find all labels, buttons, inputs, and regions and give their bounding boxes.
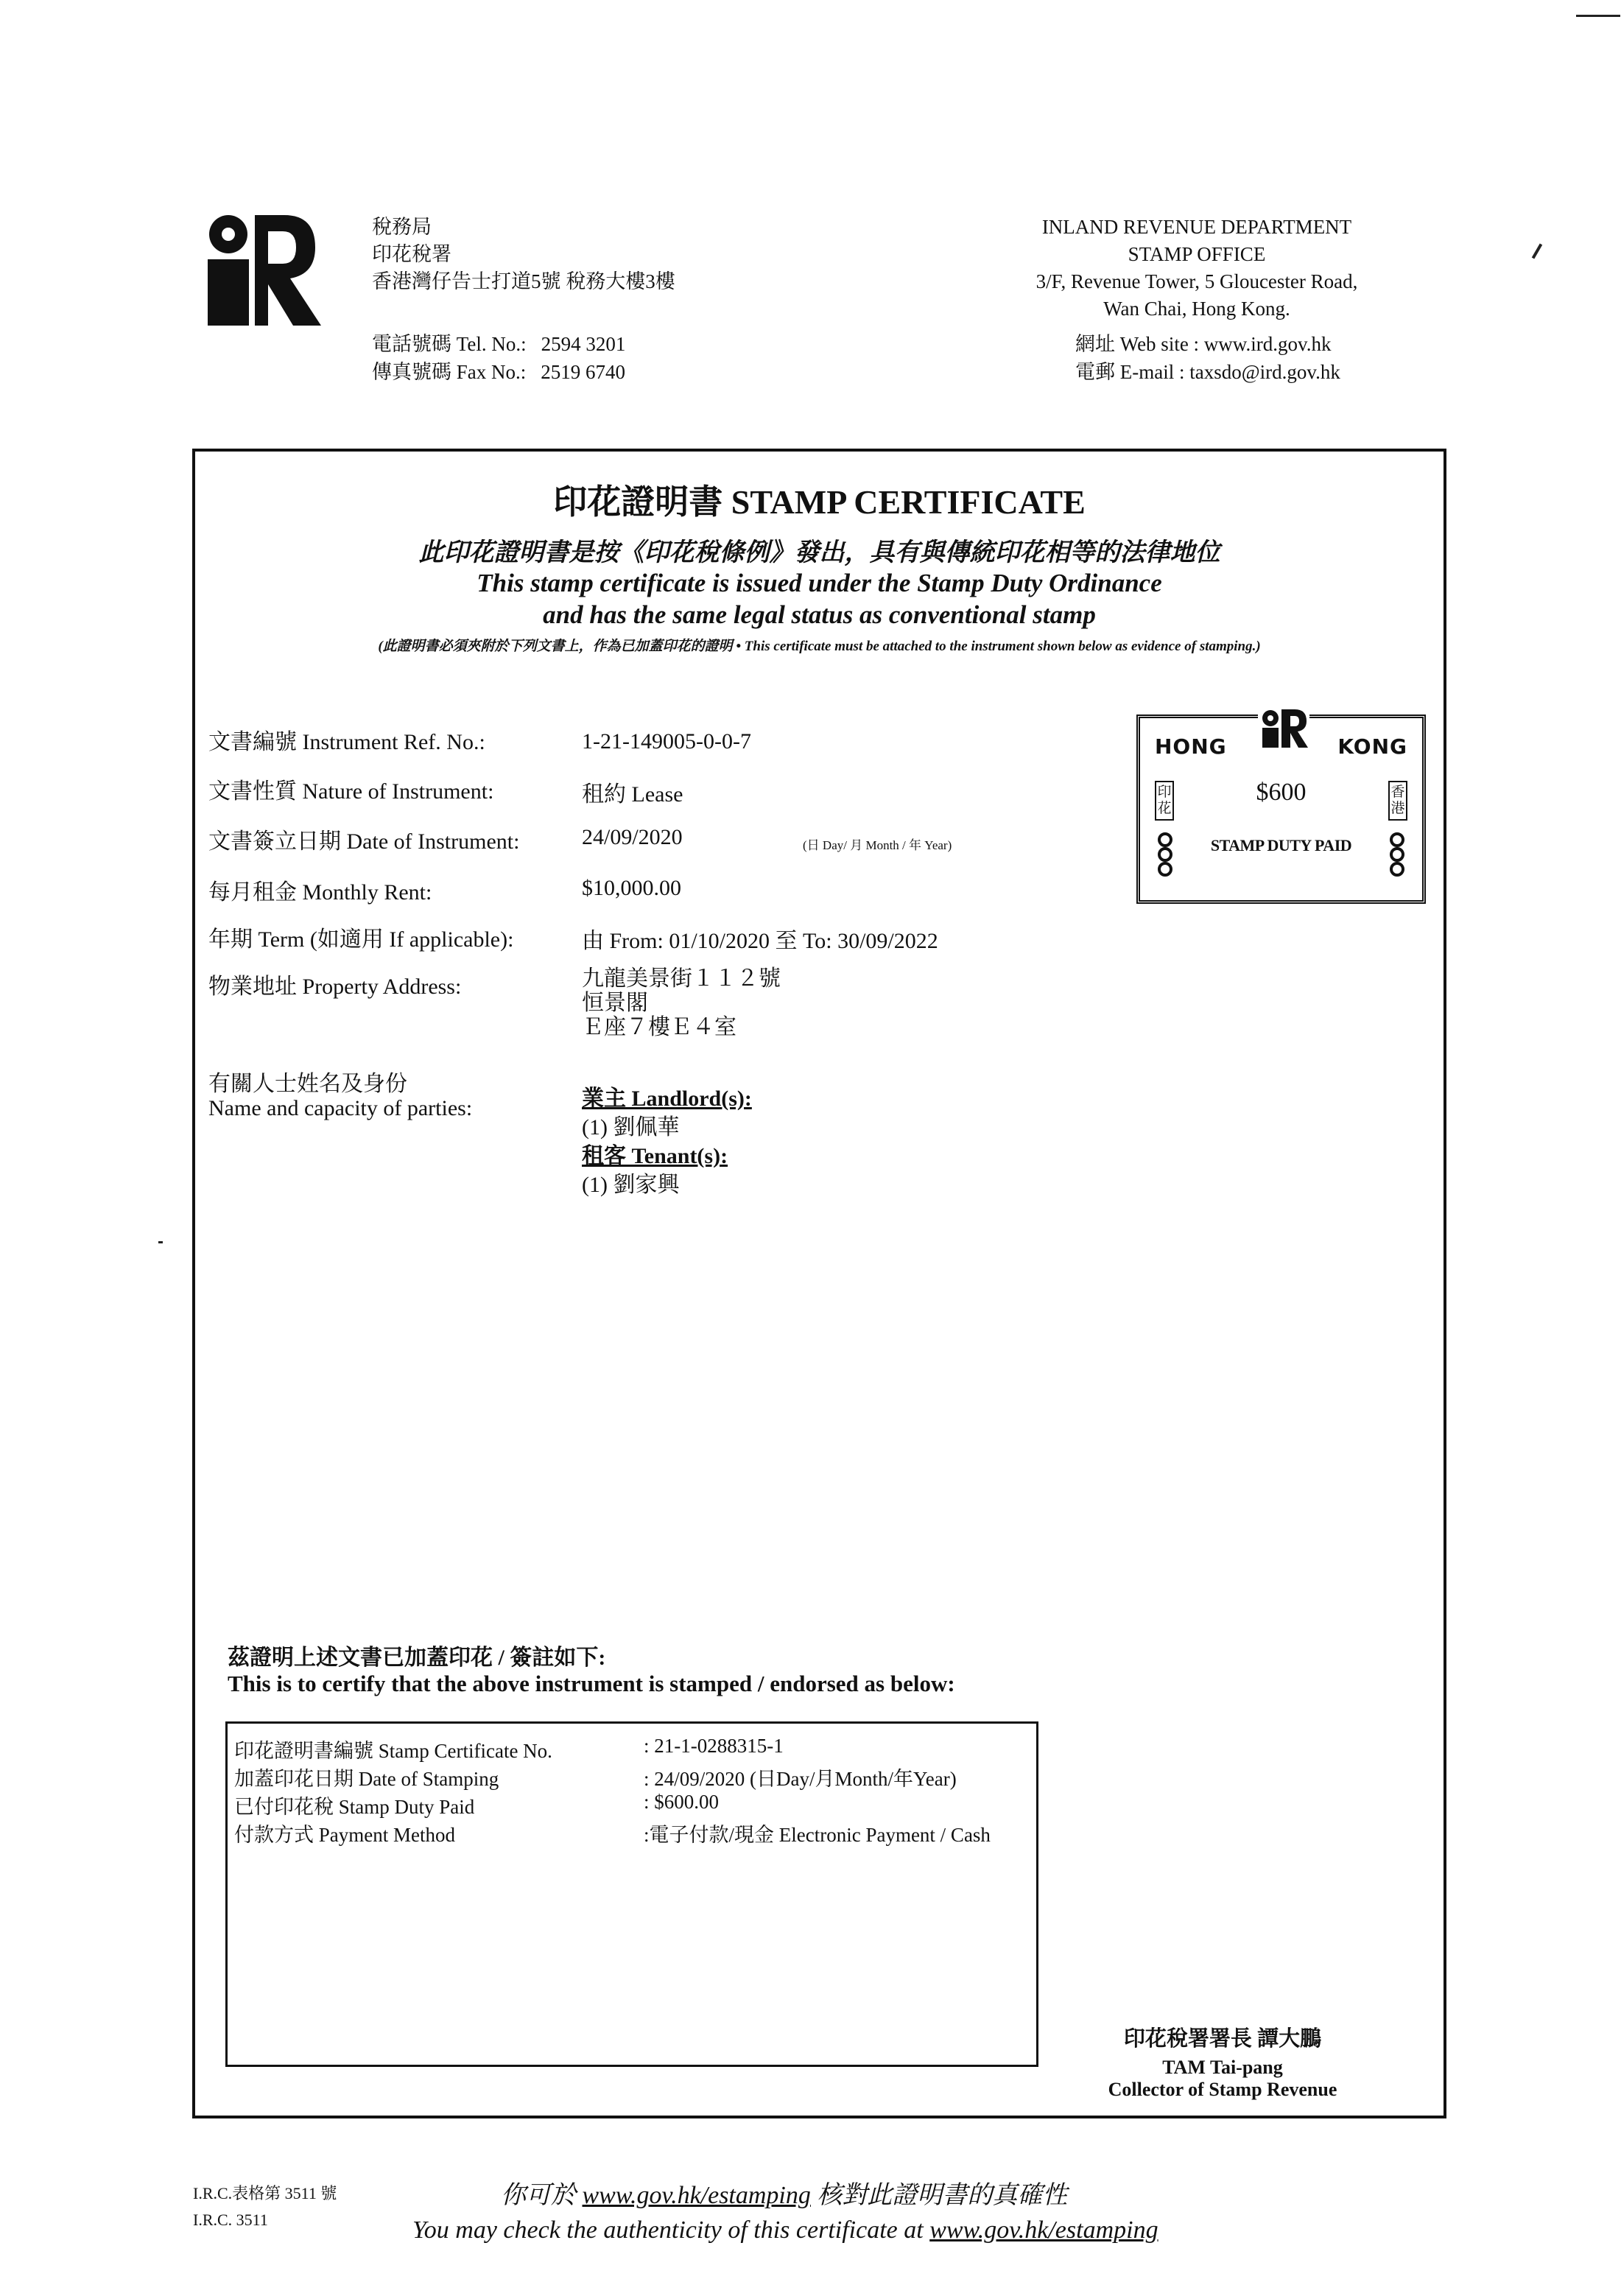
email-label: 電郵 E-mail : bbox=[1075, 361, 1185, 383]
date-format-note: (日 Day/ 月 Month / 年 Year) bbox=[803, 838, 952, 852]
certify-statement-zh: 茲證明上述文書已加蓋印花 / 簽註如下: bbox=[228, 1646, 606, 1670]
duty-paid-value: : $600.00 bbox=[644, 1791, 720, 1813]
parties-list bbox=[582, 1084, 752, 1199]
collector-title: Collector of Stamp Revenue bbox=[1108, 2079, 1337, 2100]
parties-label-zh: 有關人士姓名及身份 bbox=[208, 1072, 407, 1096]
address-en-line-3: 3/F, Revenue Tower, 5 Gloucester Road, bbox=[1035, 270, 1358, 292]
scan-mark bbox=[158, 1241, 163, 1243]
address-zh-line-3: 香港灣仔告士打道5號 稅務大樓3樓 bbox=[372, 270, 675, 292]
rent-value: $10,000.00 bbox=[582, 876, 681, 900]
payment-method-label: 付款方式 Payment Method bbox=[234, 1824, 455, 1846]
form-number-en: I.R.C. 3511 bbox=[193, 2211, 268, 2229]
certify-statement-en: This is to certify that the above instrument is stamped / endorsed as below: bbox=[228, 1671, 955, 1696]
certificate-title: 印花證明書 STAMP CERTIFICATE bbox=[553, 483, 1086, 521]
stamp-left-side-label: 印花 bbox=[1155, 781, 1174, 821]
ird-logo bbox=[197, 214, 323, 328]
term-label: 年期 Term (如適用 If applicable): bbox=[208, 927, 514, 952]
web-value[interactable]: www.ird.gov.hk bbox=[1203, 333, 1332, 355]
address-en-line-1: INLAND REVENUE DEPARTMENT bbox=[1041, 216, 1352, 238]
property-address-line-2: 恒景閣 bbox=[582, 991, 648, 1015]
stamp-kong-text: KONG bbox=[1337, 734, 1407, 759]
parties-label bbox=[208, 1072, 472, 1120]
office-address-en bbox=[957, 214, 1436, 323]
tenant-heading: 租客 Tenant(s): bbox=[582, 1144, 728, 1168]
form-number bbox=[193, 2180, 337, 2233]
cert-no-value: : 21-1-0288315-1 bbox=[644, 1735, 784, 1757]
stamping-date-label: 加蓋印花日期 Date of Stamping bbox=[234, 1768, 499, 1790]
fax-label: 傳真號碼 Fax No.: bbox=[372, 361, 527, 383]
collector-signature bbox=[1075, 2022, 1370, 2101]
footer-zh-suffix: 核對此證明書的真確性 bbox=[810, 2182, 1068, 2209]
rent-label: 每月租金 Monthly Rent: bbox=[208, 880, 432, 905]
web-label: 網址 Web site : bbox=[1075, 333, 1200, 355]
landlord-item: (1) 劉佩華 bbox=[582, 1115, 680, 1140]
property-address-line-1: 九龍美景街１１２號 bbox=[582, 966, 781, 991]
address-en-line-4: Wan Chai, Hong Kong. bbox=[1103, 298, 1290, 320]
property-address bbox=[582, 966, 781, 1039]
footer-zh-link[interactable]: www.gov.hk/estamping bbox=[582, 2182, 811, 2209]
address-en-line-2: STAMP OFFICE bbox=[1128, 243, 1266, 265]
stamp-left-ornament-icon bbox=[1156, 832, 1174, 878]
parties-label-en: Name and capacity of parties: bbox=[208, 1096, 473, 1120]
tel-value: 2594 3201 bbox=[541, 333, 626, 355]
legal-statement-zh: 此印花證明書是按《印花稅條例》發出，具有與傳統印花相等的法律地位 bbox=[418, 539, 1220, 566]
legal-statement-en-line-1: This stamp certificate is issued under the Stamp Duty Ordinance bbox=[477, 569, 1162, 597]
tenant-item: (1) 劉家興 bbox=[582, 1173, 680, 1197]
fax-value: 2519 6740 bbox=[541, 361, 625, 383]
scan-mark bbox=[1576, 15, 1620, 17]
cert-no-label: 印花證明書編號 Stamp Certificate No. bbox=[234, 1740, 552, 1762]
stamp-paid-text: STAMP DUTY PAID bbox=[1210, 836, 1352, 854]
date-label: 文書簽立日期 Date of Instrument: bbox=[208, 829, 520, 854]
landlord-heading: 業主 Landlord(s): bbox=[582, 1086, 752, 1111]
address-label: 物業地址 Property Address: bbox=[208, 975, 462, 999]
address-zh-line-2: 印花稅署 bbox=[372, 243, 451, 265]
legal-statement-en-line-2: and has the same legal status as conventional stamp bbox=[543, 600, 1096, 629]
stamp-right-side-label: 香港 bbox=[1388, 781, 1407, 821]
stamping-date-value: : 24/09/2020 (日Day/月Month/年Year) bbox=[644, 1768, 957, 1790]
ref-label: 文書編號 Instrument Ref. No.: bbox=[208, 730, 485, 754]
nature-label: 文書性質 Nature of Instrument: bbox=[208, 779, 494, 804]
stamp-ir-logo bbox=[1258, 708, 1309, 749]
nature-value: 租約 Lease bbox=[582, 782, 683, 807]
payment-method-value: :電子付款/現金 Electronic Payment / Cash bbox=[644, 1824, 991, 1846]
email-value[interactable]: taxsdo@ird.gov.hk bbox=[1189, 361, 1340, 383]
web-email-block bbox=[1075, 330, 1340, 386]
footer-zh-prefix: 你可於 bbox=[501, 2182, 583, 2209]
term-value: 由 From: 01/10/2020 至 To: 30/09/2022 bbox=[582, 929, 938, 953]
verification-footer bbox=[412, 2174, 1223, 2244]
collector-name: TAM Tai-pang bbox=[1162, 2057, 1283, 2078]
stamp-right-ornament-icon bbox=[1388, 832, 1406, 878]
legal-statement-en bbox=[192, 567, 1446, 631]
duty-paid-label: 已付印花稅 Stamp Duty Paid bbox=[234, 1796, 475, 1818]
footer-en-link[interactable]: www.gov.hk/estamping bbox=[929, 2216, 1158, 2244]
footer-en-prefix: You may check the authenticity of this certificate at bbox=[412, 2216, 930, 2244]
office-address-zh bbox=[372, 214, 675, 295]
address-zh-line-1: 稅務局 bbox=[372, 216, 432, 238]
scan-mark bbox=[1532, 243, 1542, 259]
tel-label: 電話號碼 Tel. No.: bbox=[372, 333, 527, 355]
attachment-note: (此證明書必須夾附於下列文書上，作為已加蓋印花的證明 • This certificate must be attached to the instrument shown below as evidence of stamping.) bbox=[378, 639, 1261, 654]
stamp-duty-paid-stamp bbox=[1136, 715, 1426, 904]
property-address-line-3: Ｅ座７樓Ｅ４室 bbox=[582, 1015, 736, 1039]
date-value: 24/09/2020 bbox=[582, 825, 683, 849]
form-number-zh: I.R.C.表格第 3511 號 bbox=[193, 2184, 337, 2202]
collector-zh: 印花稅署署長 譚大鵬 bbox=[1123, 2027, 1322, 2051]
phone-fax-block bbox=[372, 330, 625, 386]
stamp-hong-text: HONG bbox=[1155, 734, 1227, 759]
ref-value: 1-21-149005-0-0-7 bbox=[582, 729, 751, 754]
stamp-amount: $600 bbox=[1256, 779, 1307, 806]
